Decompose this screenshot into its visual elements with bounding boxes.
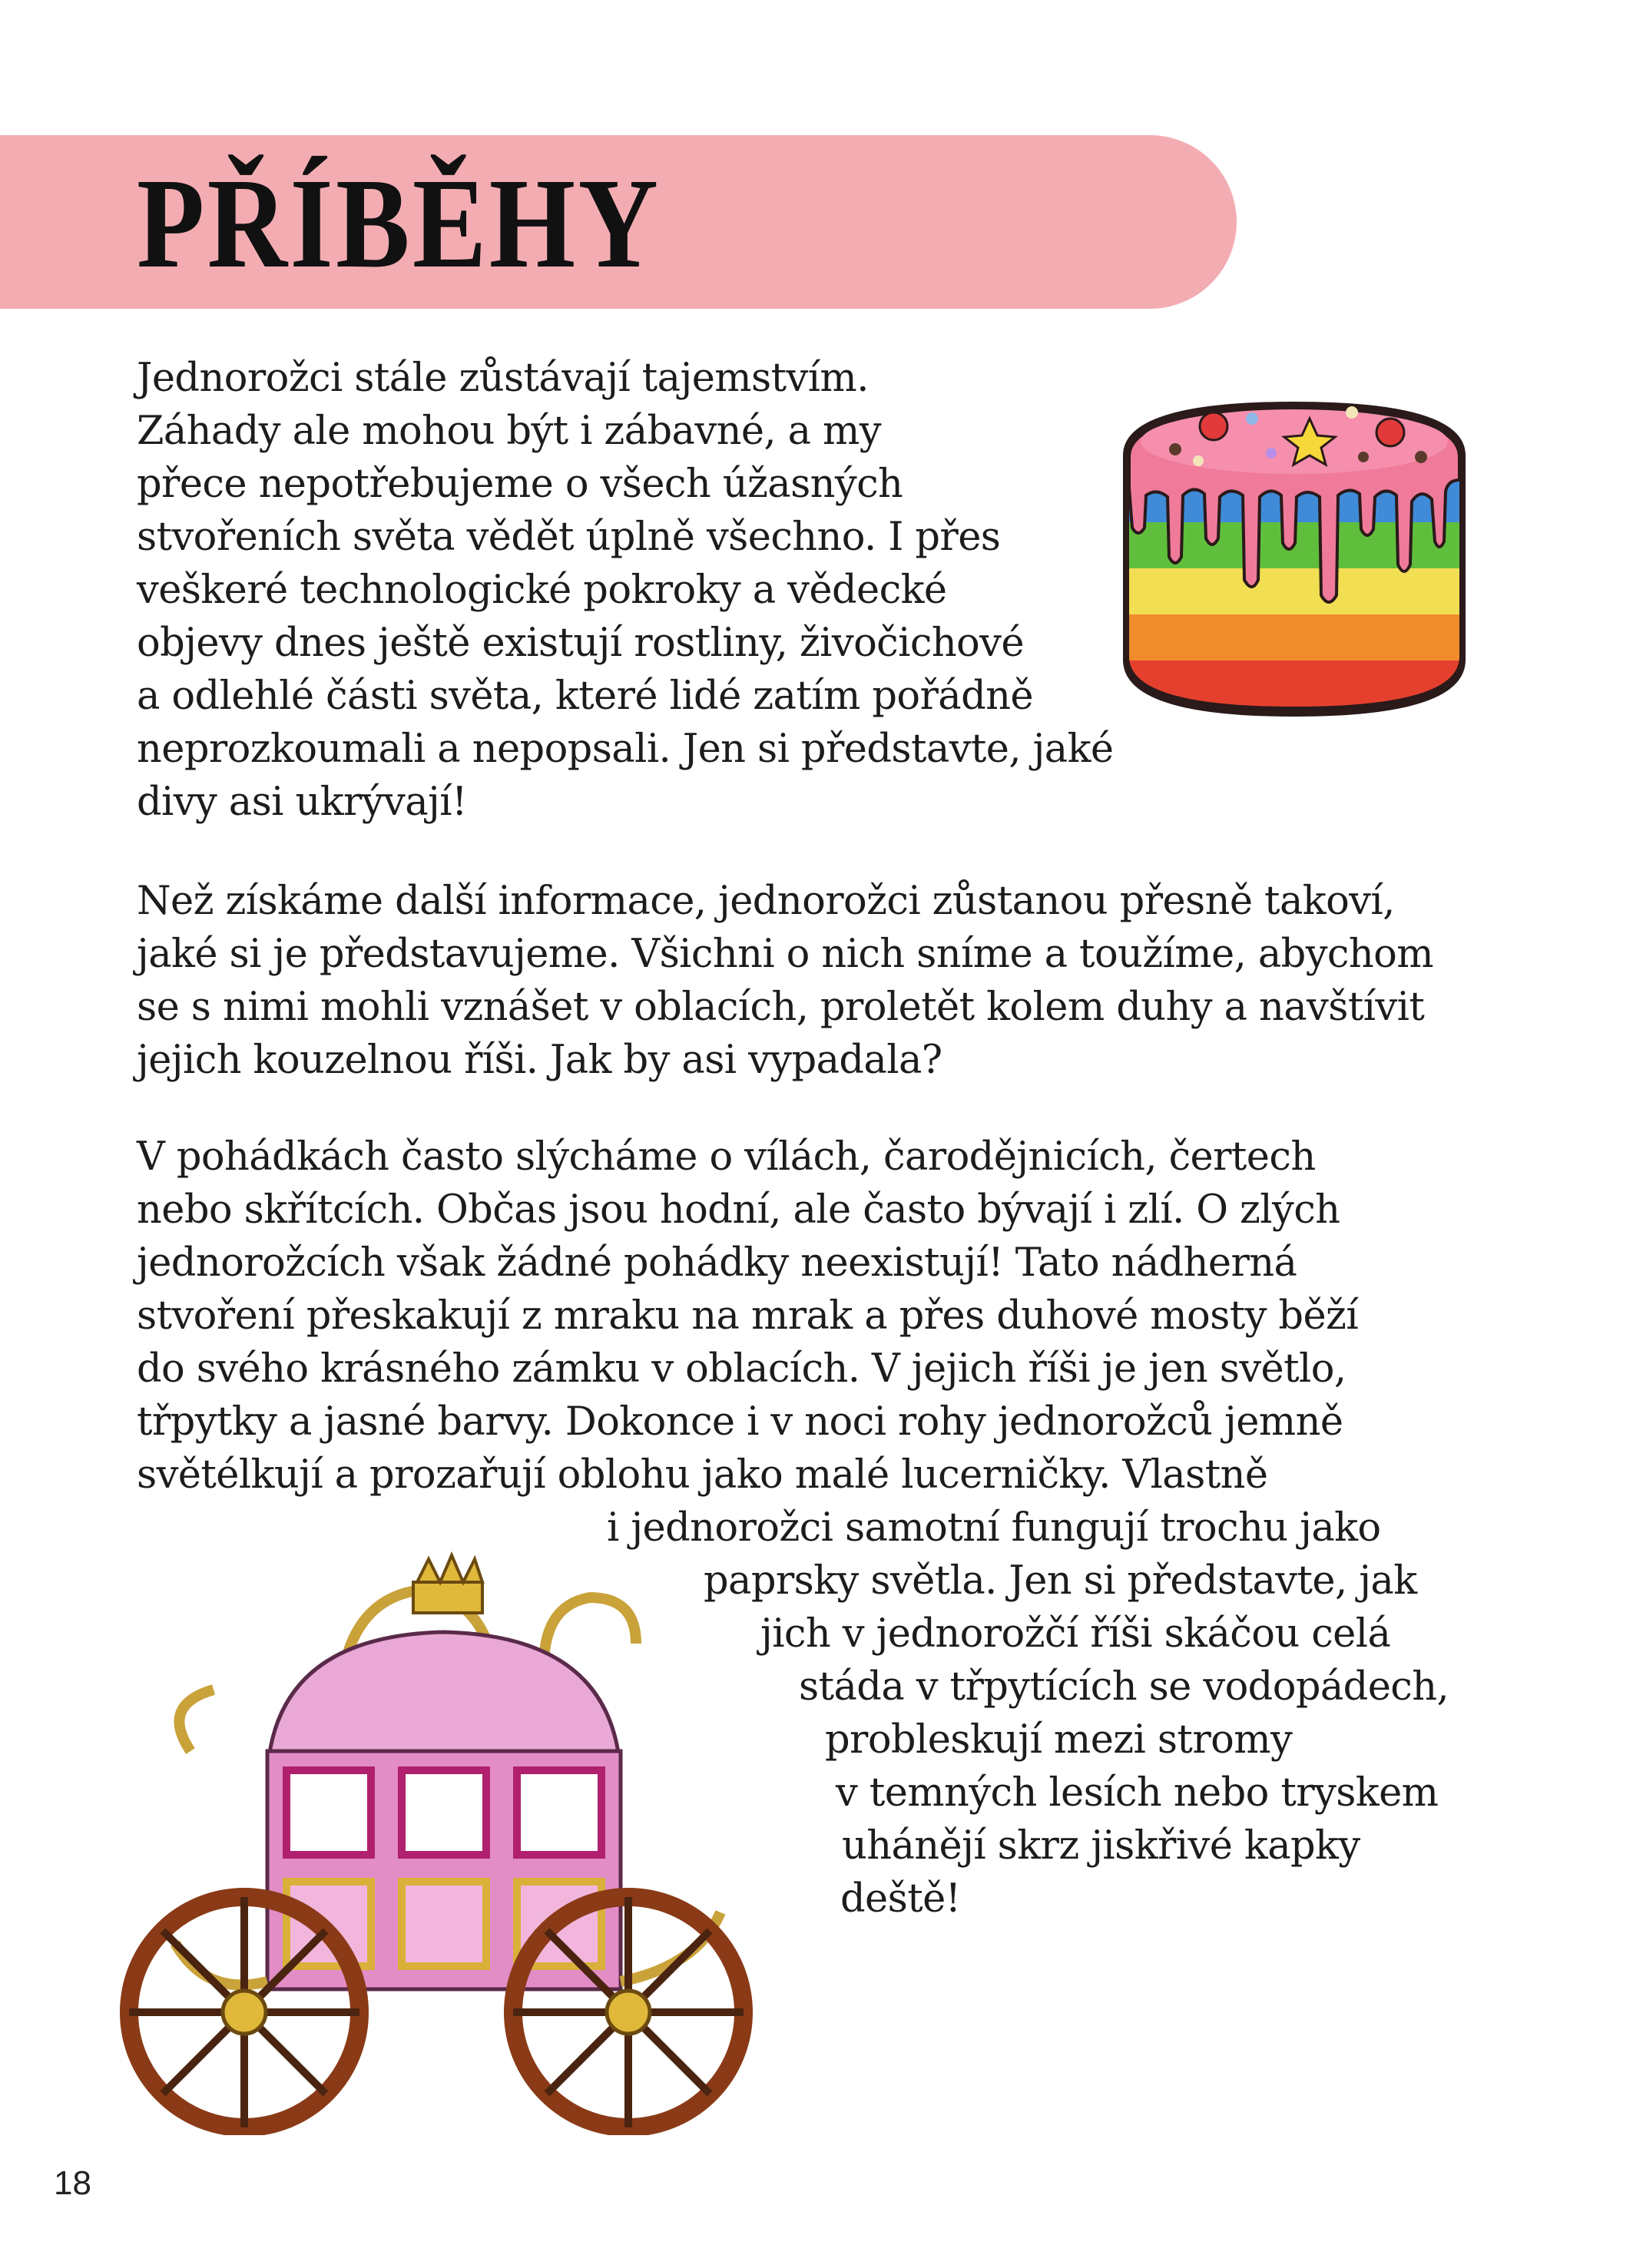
text-line: nebo skřítcích. Občas jsou hodní, ale často bývají i zlí. O zlých	[137, 1187, 1340, 1233]
text-line: se s nimi mohli vznášet v oblacích, proletět kolem duhy a navštívit	[137, 985, 1425, 1030]
text-line: stáda v třpytících se vodopádech,	[799, 1664, 1449, 1710]
text-line: jednorožcích však žádné pohádky neexistují! Tato nádherná	[137, 1240, 1297, 1286]
text-line: jich v jednorožčí říši skáčou celá	[760, 1611, 1391, 1657]
text-line: Jednorožci stále zůstávají tajemstvím.	[137, 356, 869, 401]
paragraph-dreams	[137, 875, 1433, 1087]
text-line: V pohádkách často slýcháme o vílách, čarodějnicích, čertech	[137, 1134, 1316, 1180]
text-line: světélkují a prozařují oblohu jako malé lucerničky. Vlastně	[137, 1452, 1268, 1498]
text-line: neprozkoumali a nepopsali. Jen si představte, jaké	[137, 727, 1114, 772]
text-line: i jednorožci samotní fungují trochu jako	[607, 1505, 1381, 1551]
text-line: paprsky světla. Jen si představte, jak	[704, 1558, 1417, 1604]
text-line: přece nepotřebujeme o všech úžasných	[137, 462, 903, 507]
text-line: deště!	[840, 1876, 961, 1922]
text-line: uhánějí skrz jiskřivé kapky	[842, 1823, 1360, 1869]
text-line: stvořeních světa vědět úplně všechno. I přes	[137, 515, 1001, 560]
page-number: 18	[54, 2164, 91, 2202]
text-line: a odlehlé části světa, které lidé zatím pořádně	[137, 674, 1033, 719]
text-line: probleskují mezi stromy	[825, 1717, 1293, 1763]
text-line: Než získáme další informace, jednorožci zůstanou přesně takoví,	[137, 879, 1395, 924]
text-line: v temných lesích nebo tryskem	[836, 1770, 1439, 1816]
text-line: stvoření přeskakují z mraku na mrak a přes duhové mosty běží	[137, 1293, 1359, 1339]
paragraph-intro	[137, 352, 1113, 829]
text-line: třpytky a jasné barvy. Dokonce i v noci rohy jednorožců jemně	[137, 1399, 1343, 1445]
text-line: veškeré technologické pokroky a vědecké	[137, 568, 947, 613]
text-line: jaké si je představujeme. Všichni o nich sníme a toužíme, abychom	[137, 932, 1433, 977]
text-line: objevy dnes ještě existují rostliny, živočichové	[137, 621, 1024, 666]
pink-carriage-icon	[114, 1551, 805, 2135]
text-line: Záhady ale mohou být i zábavné, a my	[137, 409, 882, 454]
text-line: jejich kouzelnou říši. Jak by asi vypadala?	[137, 1038, 942, 1083]
text-line: divy asi ukrývají!	[137, 780, 467, 825]
page-title: PŘÍBĚHY	[137, 152, 661, 295]
rainbow-cake-icon	[1106, 365, 1482, 726]
text-line: do svého krásného zámku v oblacích. V jejich říši je jen světlo,	[137, 1346, 1346, 1392]
